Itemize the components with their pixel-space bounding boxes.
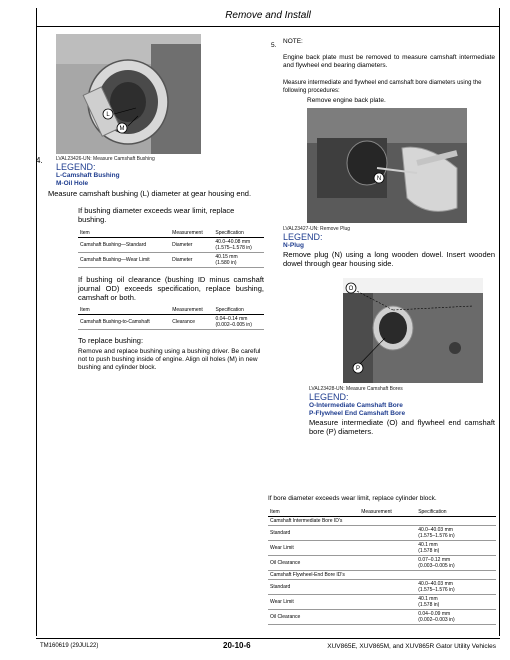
right-column	[271, 34, 495, 436]
table-row	[268, 526, 496, 541]
table-header: Item	[268, 508, 359, 517]
bore-wear-note: If bore diameter exceeds wear limit, replace cylinder block.	[268, 495, 437, 502]
table-cell: Oil Clearance	[268, 556, 359, 571]
table-cell: 40.0–40.03 mm (1.575–1.576 in)	[416, 580, 496, 595]
photo-measure-camshaft-bores	[343, 278, 483, 383]
header-rule	[36, 26, 500, 27]
table-header: Item	[78, 229, 170, 238]
legend-item: N-Plug	[283, 242, 304, 249]
table-header: Specification	[213, 229, 264, 238]
table-cell	[359, 526, 416, 541]
table-header: Measurement	[170, 229, 213, 238]
table-cell: Diameter	[170, 238, 213, 253]
table-header: Item	[78, 306, 170, 315]
replace-text: Remove and replace bushing using a bushing driver. Be careful not to push bushing inside of engine. Align oil holes (M) in new bushing and cylinder block.	[78, 348, 261, 371]
table-header: Measurement	[359, 508, 416, 517]
table-row	[78, 253, 264, 268]
table-cell: Oil Clearance	[268, 610, 359, 625]
table-row	[78, 315, 264, 330]
step-number-4: 4.	[36, 156, 43, 165]
legend-item: O-Intermediate Camshaft Bore	[309, 402, 403, 409]
table-cell: 40.0–40.08 mm (1.575–1.578 in)	[213, 238, 264, 253]
photo-remove-plug	[307, 108, 467, 223]
legend-title: LEGEND:	[309, 392, 349, 402]
table-row	[268, 556, 496, 571]
table-cell	[359, 610, 416, 625]
footer-page-number: 20-10-6	[223, 641, 251, 650]
photo3-caption: LVAL23428-UN: Measure Camshaft Bores	[309, 386, 403, 392]
note-label: NOTE:	[283, 38, 303, 45]
table-cell: 40.1 mm (1.578 in)	[416, 541, 496, 556]
legend-item: M-Oil Hole	[56, 180, 89, 187]
table-header: Specification	[213, 306, 264, 315]
table-row	[268, 580, 496, 595]
table-cell	[359, 595, 416, 610]
table-cell: Camshaft Bushing-to-Camshaft	[78, 315, 170, 330]
table-cell: Camshaft Bushing—Wear Limit	[78, 253, 170, 268]
instruction-text: Measure camshaft bushing (L) diameter at gear housing end.	[48, 189, 252, 198]
spec-table-bushing	[78, 229, 264, 268]
legend-title: LEGEND:	[56, 162, 96, 172]
spec-table-bores	[268, 508, 496, 625]
page-title: Remove and Install	[225, 10, 311, 21]
callout-p: P	[355, 366, 361, 372]
replace-heading: To replace bushing:	[78, 336, 144, 345]
table-cell: Camshaft Bushing—Standard	[78, 238, 170, 253]
clearance-note: If bushing oil clearance (bushing ID minus camshaft journal OD) exceeds specification, replace bushing, camshaft or both.	[78, 275, 264, 302]
table-header: Specification	[416, 508, 496, 517]
footer-doc-id: TM160619 (29JUL22)	[40, 643, 99, 649]
table-cell: Wear Limit	[268, 541, 359, 556]
table-row	[268, 595, 496, 610]
note-text: Engine back plate must be removed to measure camshaft intermediate and flywheel end bearing diameters.	[283, 54, 495, 69]
footer-vehicle-models: XUV865E, XUV865M, and XUV865R Gator Utility Vehicles	[327, 643, 496, 650]
photo-measure-camshaft-bushing	[56, 34, 201, 154]
callout-l: L	[106, 112, 110, 118]
photo1-caption: LVAL23426-UN: Measure Camshaft Bushing	[56, 156, 155, 162]
legend-title: LEGEND:	[283, 232, 323, 242]
remove-plate-text: Remove engine back plate.	[307, 97, 386, 104]
legend-item: P-Flywheel End Camshaft Bore	[309, 410, 406, 417]
photo2-caption: LVAL23427-UN: Remove Plug	[283, 226, 351, 232]
table-cell	[359, 580, 416, 595]
table-cell: 0.07–0.12 mm (0.003–0.005 in)	[416, 556, 496, 571]
table-cell	[359, 541, 416, 556]
table-row	[268, 541, 496, 556]
table-row	[78, 238, 264, 253]
step-number-5: 5.	[271, 42, 277, 49]
table-cell: 40.15 mm (1.580 in)	[213, 253, 264, 268]
table-group-row	[268, 571, 496, 580]
table-cell: Clearance	[170, 315, 213, 330]
table-cell: 40.1 mm (1.578 in)	[416, 595, 496, 610]
procedure-intro: Measure intermediate and flywheel end camshaft bore diameters using the following procedures:	[283, 80, 482, 94]
table-group-title: Camshaft Intermediate Bore ID's	[268, 517, 496, 526]
bore-text: Measure intermediate (O) and flywheel end camshaft bore (P) diameters.	[309, 418, 495, 436]
callout-n: N	[376, 176, 382, 182]
table-group-title: Camshaft Flywheel-End Bore ID's	[268, 571, 496, 580]
table-cell: Standard	[268, 580, 359, 595]
callout-m: M	[119, 126, 125, 132]
table-cell: 40.0–40.03 mm (1.575–1.576 in)	[416, 526, 496, 541]
table-cell	[359, 556, 416, 571]
bore-spec-section	[268, 495, 496, 625]
footer-rule	[36, 638, 500, 639]
table-cell: 0.04–0.14 mm (0.002–0.005 in)	[213, 315, 264, 330]
spec-table-clearance	[78, 306, 264, 330]
table-row	[268, 610, 496, 625]
table-cell: Standard	[268, 526, 359, 541]
table-cell: Diameter	[170, 253, 213, 268]
table-cell: 0.04–0.09 mm (0.002–0.003 in)	[416, 610, 496, 625]
legend-item: L-Camshaft Bushing	[56, 172, 120, 179]
callout-o: O	[348, 286, 354, 292]
wear-note: If bushing diameter exceeds wear limit, replace bushing.	[78, 206, 235, 224]
table-group-row	[268, 517, 496, 526]
left-column	[36, 34, 270, 372]
plug-text: Remove plug (N) using a long wooden dowel. Insert wooden dowel through gear housing side.	[283, 250, 495, 268]
table-header: Measurement	[170, 306, 213, 315]
table-cell: Wear Limit	[268, 595, 359, 610]
